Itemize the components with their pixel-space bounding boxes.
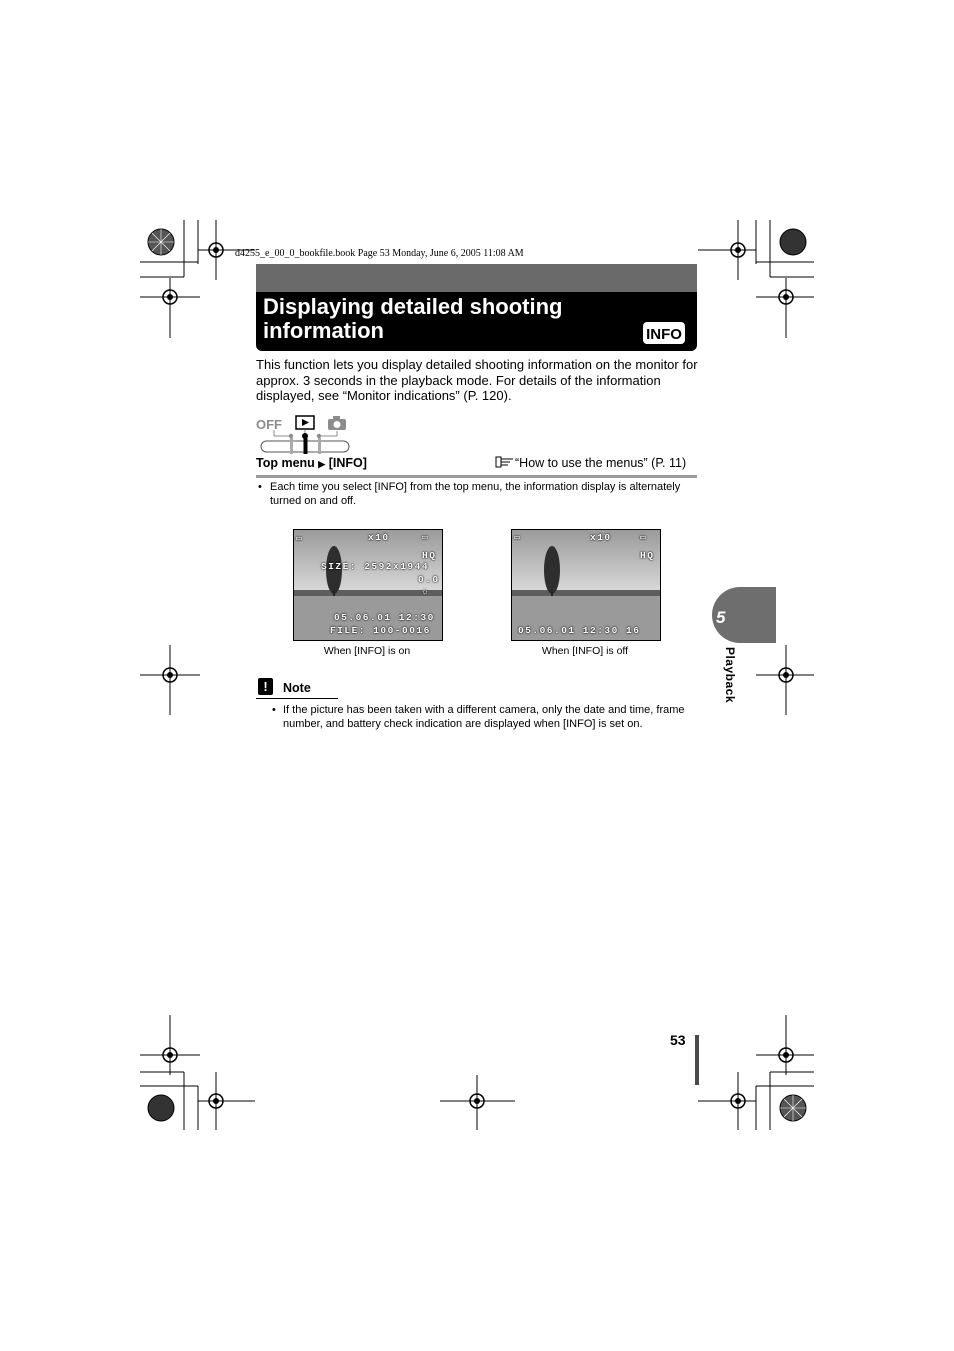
info-badge: INFO — [643, 322, 685, 344]
caption-info-on: When [INFO] is on — [323, 645, 411, 657]
page-title-line2: information — [263, 318, 384, 343]
menu-reference-text: “How to use the menus” (P. 11) — [515, 456, 687, 470]
white-balance-icon: ☼ — [422, 586, 430, 597]
note-rule — [256, 698, 338, 699]
card-icon: ▭ — [640, 532, 648, 543]
mode-off-label: OFF — [256, 417, 282, 432]
title-band — [256, 264, 697, 292]
landscape-photo — [294, 530, 442, 640]
card-icon: ▭ — [422, 532, 430, 543]
menu-path-item: [INFO] — [328, 456, 367, 470]
mode-dial — [256, 414, 366, 456]
chapter-number: 5 — [716, 608, 726, 627]
osd-magnify: x10 — [368, 532, 390, 543]
arrow-right-icon: ▶ — [318, 459, 326, 469]
osd-exposure: 0.0 — [418, 574, 440, 585]
page-number-bar — [695, 1035, 699, 1085]
menu-reference — [495, 456, 686, 470]
osd-quality: HQ — [640, 550, 655, 561]
osd-size: SIZE: 2592x1944 — [321, 561, 430, 572]
menu-path — [256, 456, 367, 470]
bullet-dot: • — [258, 481, 262, 493]
osd-datetime: 05.06.01 12:30 — [334, 612, 435, 623]
caption-info-off: When [INFO] is off — [541, 645, 629, 657]
page-title — [263, 295, 623, 343]
section-rule — [256, 475, 697, 478]
screen-info-on — [293, 529, 443, 641]
bullet-dot: • — [272, 704, 276, 716]
osd-datetime: 05.06.01 12:30 16 — [518, 625, 641, 636]
battery-icon: ▭ — [514, 532, 522, 543]
warning-icon: ! — [258, 678, 273, 695]
mode-dial-graphic — [256, 414, 366, 456]
intro-paragraph: This function lets you display detailed shooting information on the monitor for approx. 3 seconds in the playback mode. For details of the information displayed, see “Monitor indications” (P. 120). — [256, 357, 698, 403]
print-header: d4255_e_00_0_bookfile.book Page 53 Monday, June 6, 2005 11:08 AM — [235, 248, 524, 259]
page-title-line1: Displaying detailed shooting — [263, 294, 563, 319]
note-text: If the picture has been taken with a different camera, only the date and time, frame number, and battery check indication are displayed when [INFO] is set on. — [283, 704, 685, 730]
chapter-label: Playback — [723, 646, 737, 704]
reference-hand-icon — [495, 456, 515, 468]
osd-quality: HQ — [422, 550, 437, 561]
bullet-text: Each time you select [INFO] from the top menu, the information display is alternately turned on and off. — [270, 481, 681, 507]
page-number: 53 — [670, 1032, 686, 1048]
osd-magnify: x10 — [590, 532, 612, 543]
osd-file: FILE: 100-0016 — [330, 625, 431, 636]
note-label: Note — [283, 681, 311, 695]
battery-icon: ▭ — [296, 533, 304, 544]
landscape-photo — [512, 530, 660, 640]
screen-info-off — [511, 529, 661, 641]
menu-path-top: Top menu — [256, 456, 315, 470]
